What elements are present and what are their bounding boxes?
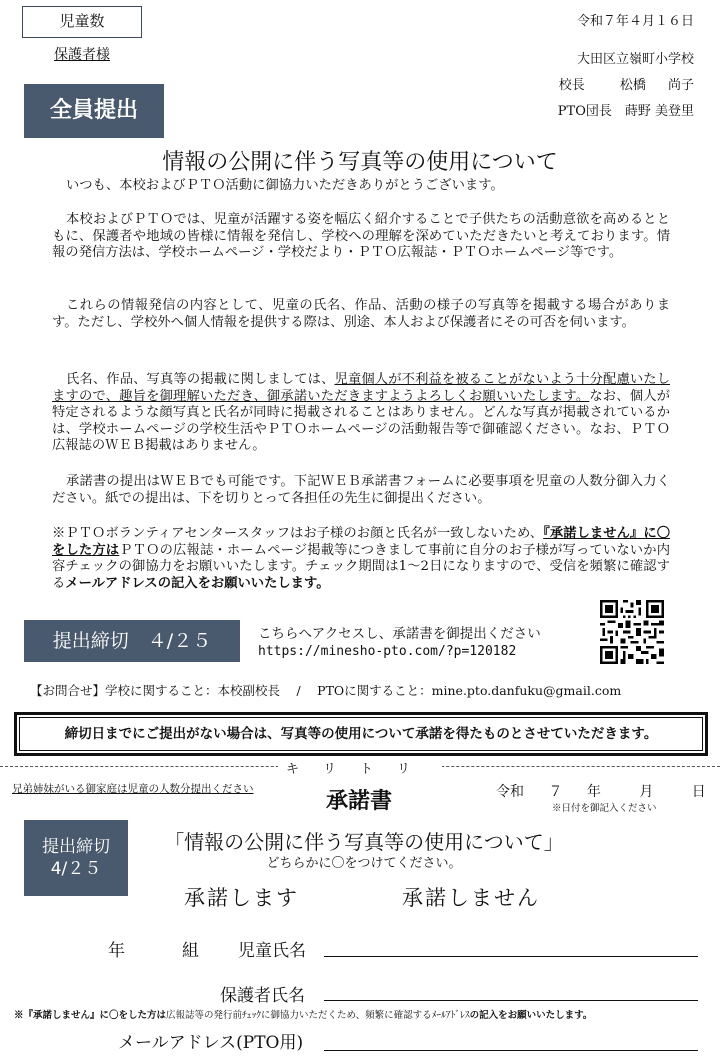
principal-name: 校長 松橋 尚子: [558, 78, 694, 93]
submission-url[interactable]: https://minesho-pto.com/?p=120182: [258, 644, 517, 659]
email-request-note: [14, 1007, 592, 1021]
child-count-box: 児童数: [22, 6, 142, 38]
staff-text-bold: メールアドレスの記入をお願いいたします。: [65, 575, 330, 591]
greeting-text: いつも、本校およびＰＴＯ活動に御協力いただきありがとうございます。: [66, 178, 504, 193]
note-bold-c: の記入をお願いいたします。: [469, 1010, 593, 1021]
consent-form-title: 承諾書: [326, 788, 393, 814]
form-deadline-label: 提出締切: [42, 837, 110, 857]
issue-date: 令和７年４月１６日: [576, 14, 694, 29]
all-submit-badge: 全員提出: [24, 84, 164, 138]
privacy-text-b: なお、個人が特定されるような顔写真と氏名が同時に掲載されることはありません。どんな写真が掲載されているかは、学校ホームページの学校生活やＰＴＯホームページの活動報告等で御確認ください。なお、ＰＴＯ広報誌のＷＥＢ掲載はありません。: [52, 388, 671, 453]
page-title: 情報の公開に伴う写真等の使用について: [162, 150, 558, 175]
greeting-paragraph: [52, 178, 670, 195]
guardian-name-label: 保護者氏名: [220, 986, 305, 1006]
staff-text-a: ※ＰＴＯボランティアセンタースタッフはお子様のお顔と氏名が一致しないため、: [52, 526, 544, 541]
deadline-notice: 締切日までにご提出がない場合は、写真等の使用について承諾を得たものとさせていただきます。: [64, 726, 658, 742]
disagree-option[interactable]: 承諾しません: [402, 886, 540, 910]
class-label: 組: [182, 941, 199, 961]
date-note: ※日付を御記入ください: [552, 803, 657, 814]
form-date-field[interactable]: 令和 ７ 年 月 日: [496, 784, 706, 800]
child-name-label: 児童氏名: [238, 941, 306, 961]
note-text-b: 広報誌等の発行前ﾁｪｯｸに御協力いただくため、頻繁に確認するﾒｰﾙｱﾄﾞﾚｽ: [166, 1010, 470, 1021]
grade-label: 年: [108, 941, 125, 961]
addressee: 保護者様: [54, 47, 110, 63]
guardian-name-field[interactable]: [324, 1000, 698, 1001]
pto-head-name: PTO団長 蒔野 美登里: [557, 104, 694, 119]
staff-text-b: ＰＴＯの広報誌・ホームページ掲載等につきまして事前に自分のお子様が写っていないか内容チェックの御協力をお願いいたします。チェック期間は1～2日になりますので、受信を頻繁に確認する: [52, 542, 670, 591]
web-submit-paragraph: 承諾書の提出はＷＥＢでも可能です。下記ＷＥＢ承諾書フォームに必要事項を児童の人数分御入力ください。紙での提出は、下を切りとって各担任の先生に御提出ください。: [52, 474, 670, 506]
email-label: メールアドレス(PTO用): [118, 1033, 304, 1053]
content-paragraph: これらの情報発信の内容として、児童の氏名、作品、活動の様子の写真等を掲載する場合があります。ただし、学校外へ個人情報を提供する際は、別途、本人および保護者にその可否を伺います。: [52, 298, 670, 330]
privacy-text-underlined: 児童個人が不利益を被ることがないよう十分配慮いたしますので、趣旨を御理解いただき、御承諾いただきますようよろしくお願いいたします。: [52, 372, 671, 404]
form-subject-title: 「情報の公開に伴う写真等の使用について」: [164, 830, 564, 854]
siblings-note: 兄弟姉妹がいる御家庭は児童の人数分提出ください: [12, 783, 254, 795]
purpose-paragraph: 本校およびＰＴＯでは、児童が活躍する姿を幅広く紹介することで子供たちの活動意欲を高めるとともに、保護者や地域の皆様に情報を発信し、学校への理解を深めていただきたいと考えております。情報の発信方法は、学校ホームページ・学校だより・ＰＴＯ広報誌・ＰＴＯホームページ等です。: [52, 212, 670, 260]
privacy-paragraph: [52, 372, 670, 455]
form-deadline-badge: [24, 820, 128, 896]
qr-code-icon[interactable]: [600, 600, 664, 664]
pto-staff-paragraph: [52, 526, 670, 592]
cut-here-text: キリトリ: [278, 762, 442, 777]
choose-instruction: どちらかに〇をつけてください。: [266, 856, 462, 871]
child-name-field[interactable]: [324, 956, 698, 957]
cut-here-label: [0, 758, 720, 777]
staff-text-bold-underlined: 『承諾しません』に〇をした方は: [52, 526, 670, 558]
access-instruction: こちらへアクセスし、承諾書を御提出ください: [258, 626, 541, 642]
note-bold-a: ※『承諾しません』に〇をした方は: [14, 1010, 167, 1021]
form-deadline-date: 4/２５: [50, 859, 102, 879]
deadline-badge: 提出締切 ４/２５: [24, 620, 240, 662]
agree-option[interactable]: 承諾します: [184, 886, 299, 910]
school-name: 大田区立嶺町小学校: [576, 52, 694, 67]
privacy-text-a: 氏名、作品、写真等の掲載に関しましては、: [66, 372, 335, 387]
contact-info: 【お問合せ】学校に関すること：本校副校長 / PTOに関すること：mine.pto.danfuku@gmail.com: [30, 683, 622, 698]
email-field[interactable]: [324, 1050, 698, 1051]
